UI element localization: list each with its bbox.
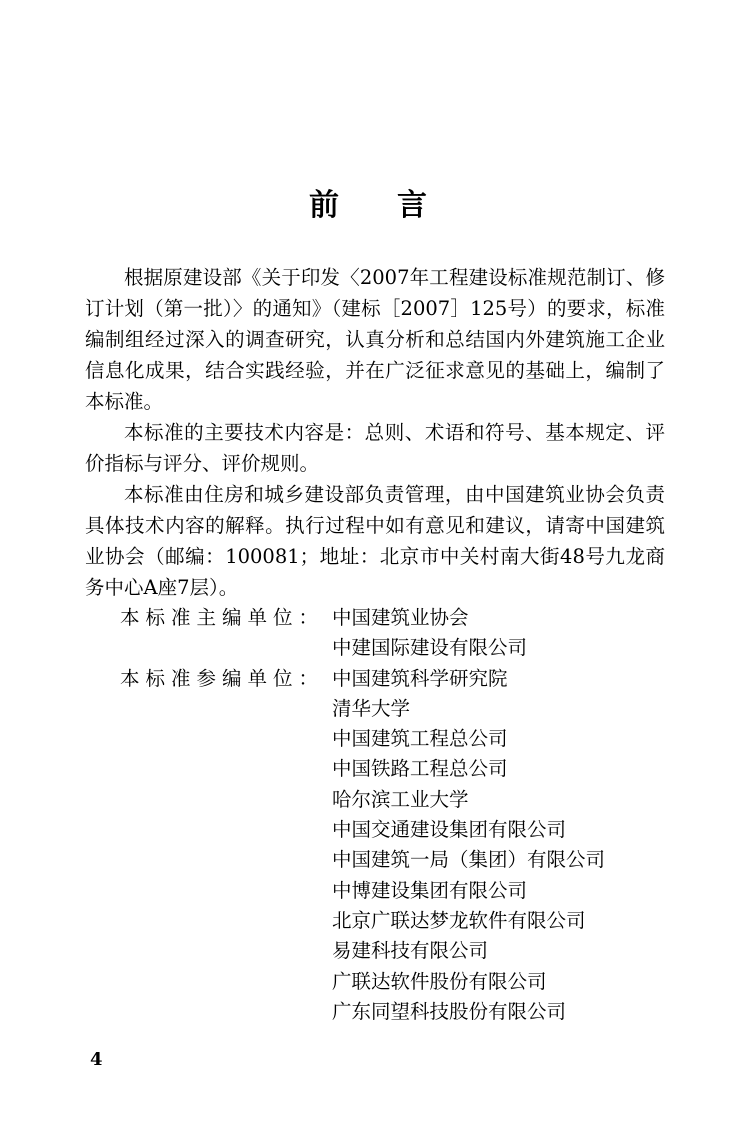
chief-editor-row [120,633,605,663]
preface-body [85,262,665,603]
participating-editor-unit: 广联达软件股份有限公司 [332,969,547,993]
paragraph-management: 本标准由住房和城乡建设部负责管理，由中国建筑业协会负责具体技术内容的解释。执行过程中如有意见和建议，请寄中国建筑业协会（邮编：100081；地址：北京市中关村南大街48号九龙商务中心A座7层）。 [85,483,665,599]
participating-editor-row [120,876,605,906]
participating-editor-row [120,754,605,784]
editor-units [120,603,605,1027]
participating-editor-row [120,785,605,815]
participating-editor-unit: 清华大学 [332,696,411,720]
participating-editor-row [120,906,605,936]
paragraph-basis: 根据原建设部《关于印发〈2007年工程建设标准规范制订、修订计划（第一批）〉的通知》（建标［2007］125号）的要求，标准编制组经过深入的调查研究，认真分析和总结国内外建筑施工企业信息化成果，结合实践经验，并在广泛征求意见的基础上，编制了本标准。 [85,266,665,413]
participating-editor-unit: 北京广联达梦龙软件有限公司 [332,908,586,932]
participating-editor-unit: 中国建筑一局（集团）有限公司 [332,848,606,872]
participating-editor-row [120,694,605,724]
participating-editor-row [120,845,605,875]
paragraph-contents: 本标准的主要技术内容是：总则、术语和符号、基本规定、评价指标与评分、评价规则。 [85,421,665,475]
participating-editor-row [120,967,605,997]
title-char-1: 前 [309,188,341,223]
chief-editor-unit: 中建国际建设有限公司 [332,636,528,660]
participating-editor-unit: 中国建筑科学研究院 [332,666,508,690]
participating-editor-label: 本标准参编单位： [120,666,325,690]
participating-editor-unit: 中国交通建设集团有限公司 [332,818,567,842]
chief-editor-unit: 中国建筑业协会 [332,606,469,629]
participating-editor-row [120,724,605,754]
participating-editor-unit: 中国铁路工程总公司 [332,757,508,781]
participating-editor-unit: 中博建设集团有限公司 [332,878,528,902]
title-char-2: 言 [397,188,429,223]
page-number: 4 [90,1049,103,1070]
participating-editor-row [120,997,605,1027]
participating-editor-unit: 广东同望科技股份有限公司 [332,999,567,1023]
participating-editor-unit: 中国建筑工程总公司 [332,727,508,751]
participating-editor-row [120,815,605,845]
participating-editor-unit: 易建科技有限公司 [332,939,489,963]
participating-editor-row [120,936,605,966]
chief-editor-row [120,603,605,633]
participating-editor-row [120,664,605,694]
participating-editor-unit: 哈尔滨工业大学 [332,787,469,811]
chief-editor-label: 本标准主编单位： [120,606,325,629]
page-title [0,180,738,224]
